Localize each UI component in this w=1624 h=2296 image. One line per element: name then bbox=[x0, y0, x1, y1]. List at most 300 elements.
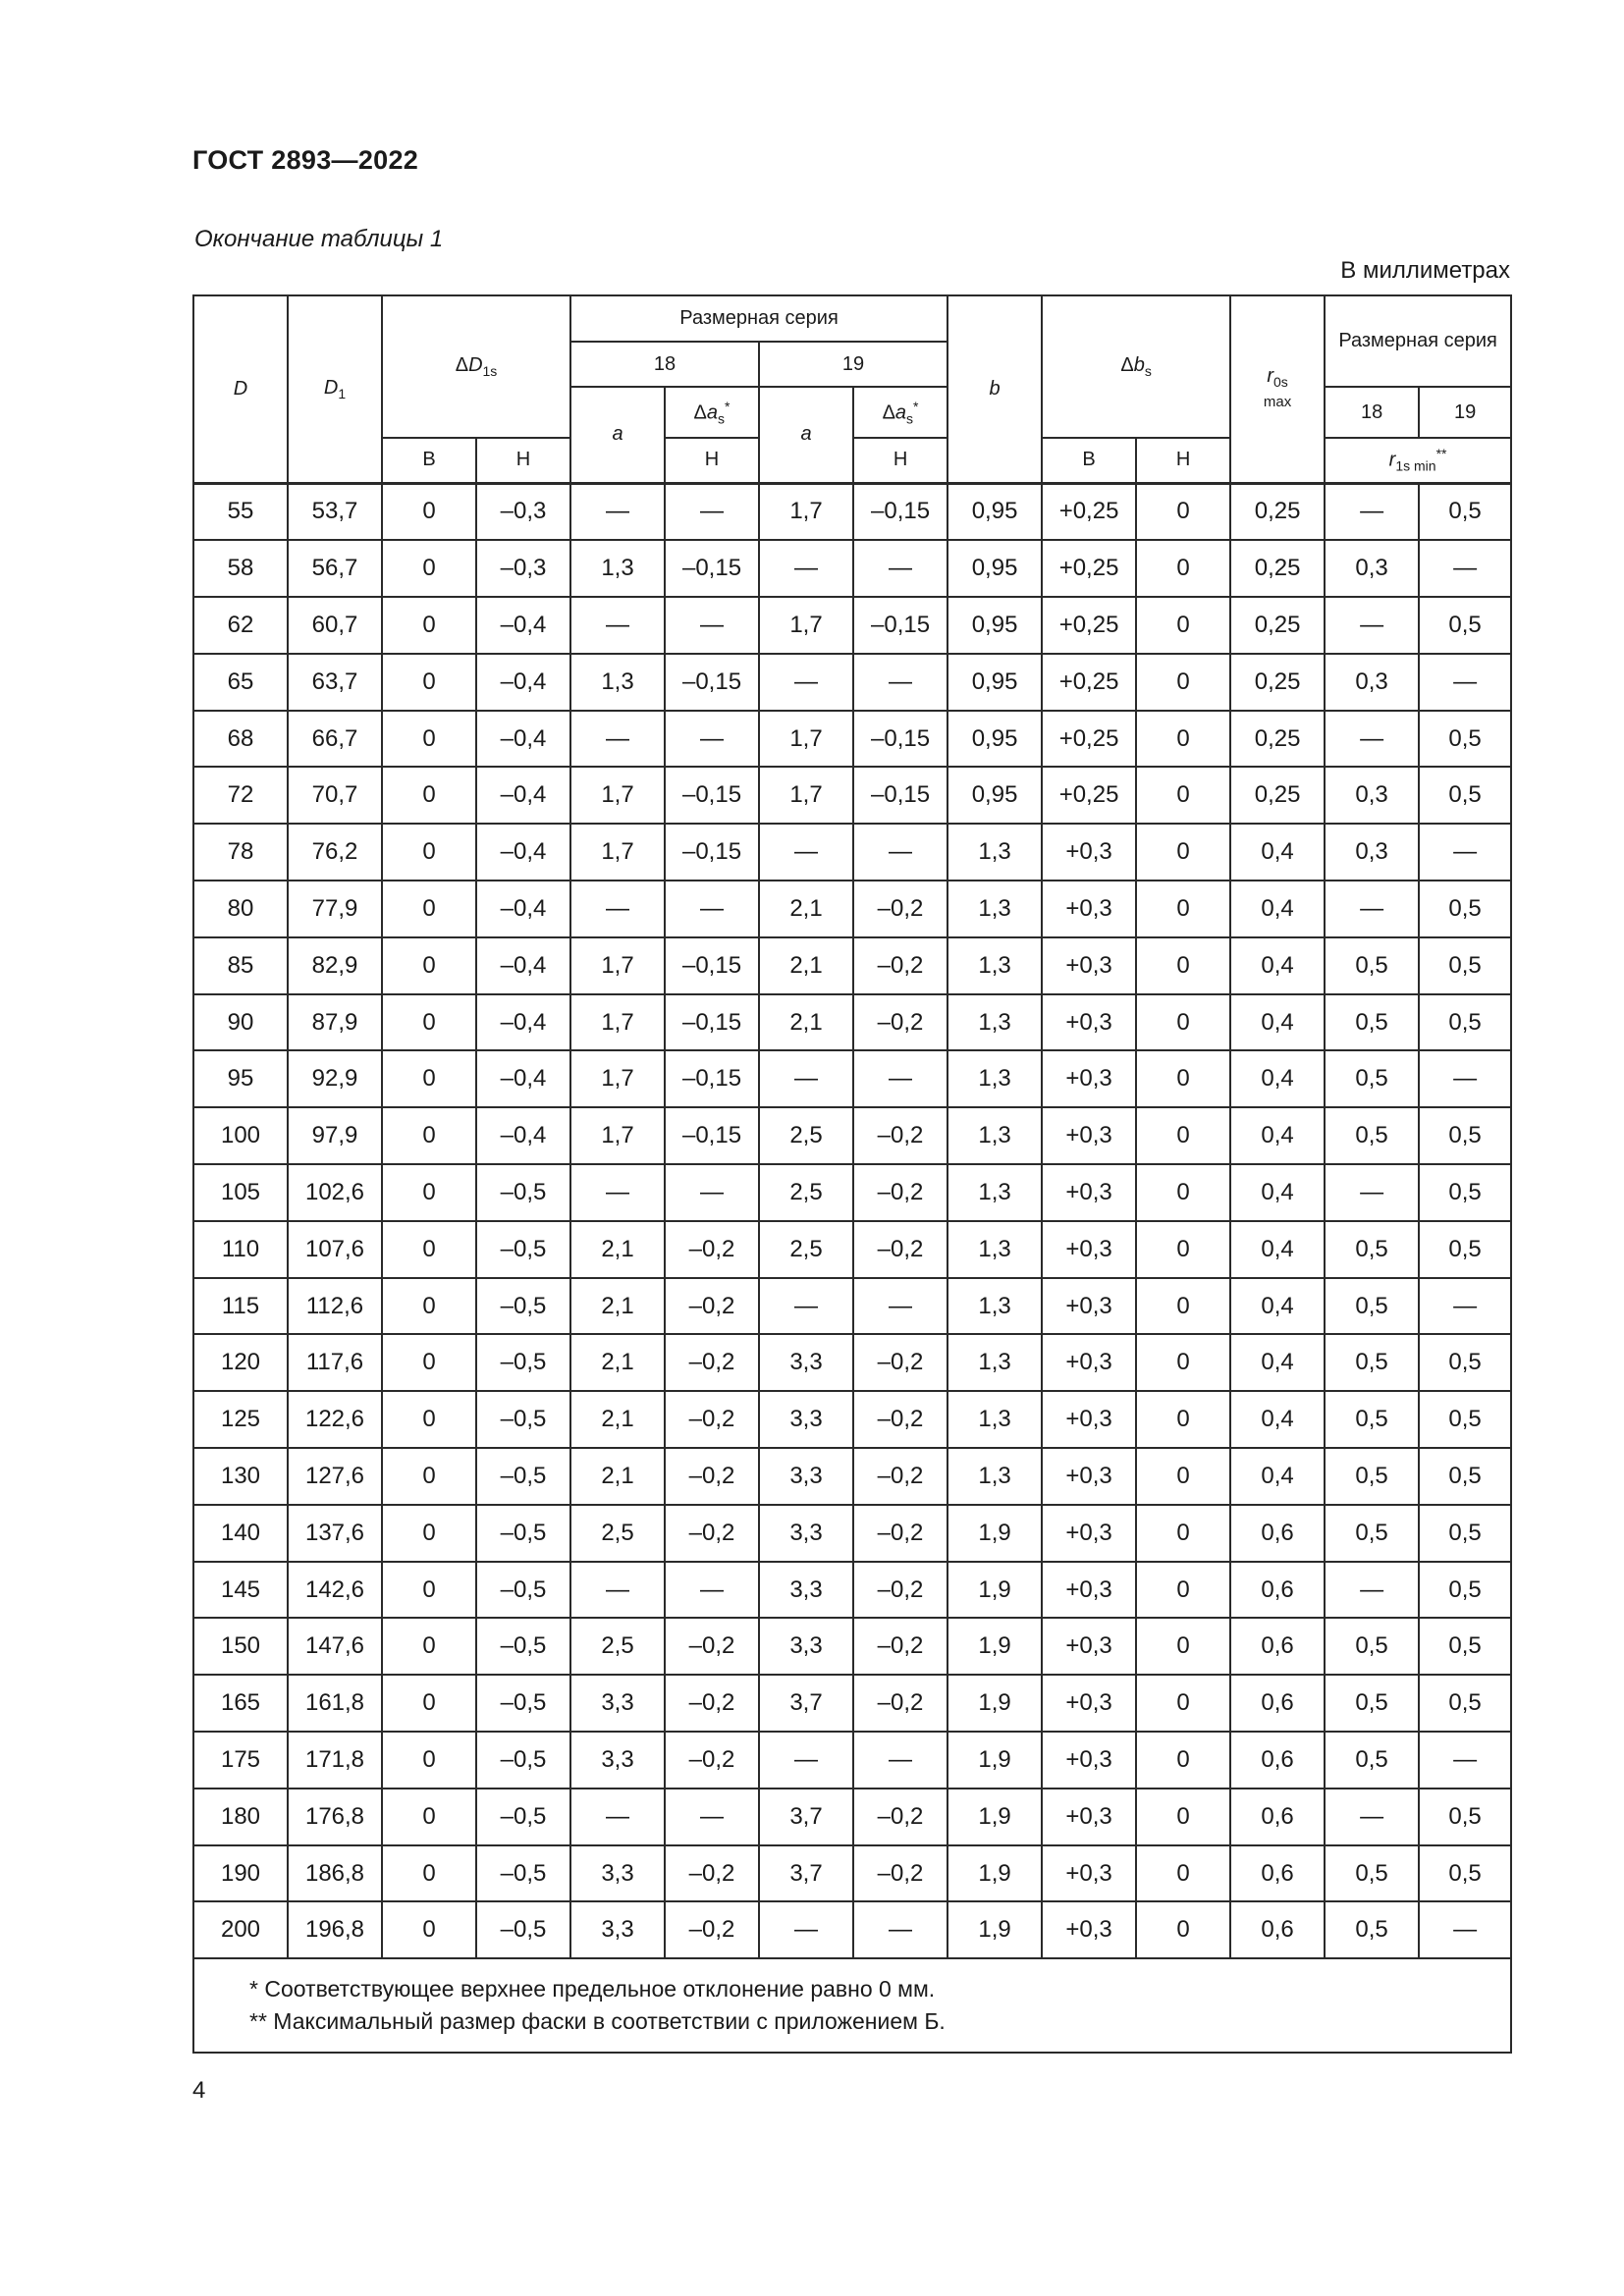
table-cell: 1,3 bbox=[947, 1448, 1042, 1505]
header-r0s-max: $r_{0s}$ max bbox=[1230, 295, 1325, 483]
table-cell: 0 bbox=[1136, 1221, 1230, 1278]
table-cell: –0,15 bbox=[853, 711, 947, 768]
table-cell: 196,8 bbox=[288, 1901, 382, 1958]
table-cell: –0,2 bbox=[853, 1334, 947, 1391]
table-cell: 1,7 bbox=[570, 824, 665, 881]
table-cell: 0,5 bbox=[1419, 1221, 1511, 1278]
table-cell: –0,4 bbox=[476, 654, 570, 711]
table-cell: 0,5 bbox=[1325, 1221, 1419, 1278]
table-cell: 0 bbox=[1136, 1901, 1230, 1958]
table-row bbox=[193, 1618, 1511, 1675]
table-cell: 0 bbox=[1136, 1278, 1230, 1335]
table-cell: — bbox=[1419, 1732, 1511, 1789]
table-cell: 0 bbox=[1136, 1448, 1230, 1505]
table-cell: 0 bbox=[1136, 1845, 1230, 1902]
table-cell: 1,9 bbox=[947, 1732, 1042, 1789]
table-cell: –0,2 bbox=[665, 1278, 759, 1335]
table-cell: 0,6 bbox=[1230, 1732, 1325, 1789]
table-cell: 2,1 bbox=[570, 1391, 665, 1448]
table-cell: 1,3 bbox=[947, 994, 1042, 1051]
table-cell: 0 bbox=[1136, 483, 1230, 540]
table-cell: +0,3 bbox=[1042, 994, 1136, 1051]
header-series-18: 18 bbox=[570, 342, 759, 387]
table-cell: 0,5 bbox=[1419, 937, 1511, 994]
table-cell: — bbox=[1419, 654, 1511, 711]
table-cell: 0,6 bbox=[1230, 1845, 1325, 1902]
table-cell: 1,3 bbox=[947, 824, 1042, 881]
table-cell: 0 bbox=[1136, 881, 1230, 937]
table-cell: 2,1 bbox=[570, 1278, 665, 1335]
table-row bbox=[193, 597, 1511, 654]
table-cell: 0 bbox=[1136, 1391, 1230, 1448]
page-number: 4 bbox=[192, 2077, 206, 2104]
table-cell: — bbox=[853, 654, 947, 711]
table-cell: 0,6 bbox=[1230, 1505, 1325, 1562]
table-cell: –0,2 bbox=[665, 1845, 759, 1902]
table-cell: –0,5 bbox=[476, 1334, 570, 1391]
table-cell: — bbox=[1325, 711, 1419, 768]
table-cell: 62 bbox=[193, 597, 288, 654]
table-body bbox=[193, 483, 1511, 1958]
table-cell: 1,7 bbox=[570, 767, 665, 824]
header-a-18: a bbox=[570, 387, 665, 483]
table-cell: +0,25 bbox=[1042, 711, 1136, 768]
table-cell: –0,15 bbox=[665, 824, 759, 881]
table-cell: 175 bbox=[193, 1732, 288, 1789]
table-cell: 0,95 bbox=[947, 597, 1042, 654]
table-cell: 0 bbox=[382, 711, 476, 768]
table-row bbox=[193, 540, 1511, 597]
table-cell: — bbox=[570, 711, 665, 768]
header-d1: $D_1$ bbox=[288, 295, 382, 483]
table-cell: 2,5 bbox=[759, 1164, 853, 1221]
table-cell: 3,3 bbox=[759, 1334, 853, 1391]
header-d: D bbox=[193, 295, 288, 483]
table-cell: — bbox=[759, 654, 853, 711]
table-cell: 3,3 bbox=[759, 1505, 853, 1562]
table-cell: 0,6 bbox=[1230, 1789, 1325, 1845]
table-cell: 0,5 bbox=[1325, 1901, 1419, 1958]
table-cell: 3,3 bbox=[759, 1391, 853, 1448]
table-cell: 2,1 bbox=[570, 1221, 665, 1278]
table-cell: — bbox=[1419, 1050, 1511, 1107]
table-row bbox=[193, 937, 1511, 994]
table-cell: +0,3 bbox=[1042, 1278, 1136, 1335]
table-cell: 0,5 bbox=[1419, 1789, 1511, 1845]
header-delta-d1s: $\Delta D_{1s}$ bbox=[382, 295, 570, 438]
table-cell: 0,4 bbox=[1230, 1391, 1325, 1448]
table-cell: +0,3 bbox=[1042, 1050, 1136, 1107]
table-cell: 0 bbox=[1136, 1732, 1230, 1789]
table-cell: 0,25 bbox=[1230, 483, 1325, 540]
table-row bbox=[193, 483, 1511, 540]
table-row bbox=[193, 711, 1511, 768]
table-cell: 77,9 bbox=[288, 881, 382, 937]
table-cell: 1,3 bbox=[947, 1334, 1042, 1391]
table-cell: +0,3 bbox=[1042, 937, 1136, 994]
table-cell: — bbox=[853, 1278, 947, 1335]
table-row bbox=[193, 1221, 1511, 1278]
header-size-series: Размерная серия bbox=[570, 295, 947, 342]
table-cell: 1,7 bbox=[570, 937, 665, 994]
table-cell: 0 bbox=[382, 1505, 476, 1562]
table-cell: –0,2 bbox=[665, 1334, 759, 1391]
table-cell: — bbox=[853, 1732, 947, 1789]
table-cell: 0,6 bbox=[1230, 1675, 1325, 1732]
table-cell: +0,3 bbox=[1042, 1505, 1136, 1562]
table-cell: 55 bbox=[193, 483, 288, 540]
table-cell: –0,2 bbox=[853, 1164, 947, 1221]
table-row bbox=[193, 1050, 1511, 1107]
document-code: ГОСТ 2893—2022 bbox=[192, 145, 419, 175]
table-cell: –0,15 bbox=[665, 994, 759, 1051]
table-cell: 1,7 bbox=[759, 767, 853, 824]
table-cell: –0,2 bbox=[853, 1618, 947, 1675]
table-cell: –0,2 bbox=[665, 1675, 759, 1732]
header-bs-lower: Н bbox=[1136, 438, 1230, 483]
table-cell: 120 bbox=[193, 1334, 288, 1391]
table-row bbox=[193, 1505, 1511, 1562]
table-cell: 186,8 bbox=[288, 1845, 382, 1902]
table-cell: 0 bbox=[1136, 1618, 1230, 1675]
table-cell: 3,3 bbox=[759, 1562, 853, 1619]
table-cell: –0,4 bbox=[476, 994, 570, 1051]
table-cell: –0,2 bbox=[665, 1901, 759, 1958]
table-container bbox=[192, 294, 1510, 2054]
table-cell: 0 bbox=[1136, 767, 1230, 824]
table-cell: –0,2 bbox=[665, 1618, 759, 1675]
table-cell: 0 bbox=[382, 824, 476, 881]
table-cell: –0,3 bbox=[476, 540, 570, 597]
table-cell: +0,3 bbox=[1042, 1221, 1136, 1278]
table-row bbox=[193, 1562, 1511, 1619]
table-cell: 1,9 bbox=[947, 1789, 1042, 1845]
table-cell: 0,4 bbox=[1230, 1107, 1325, 1164]
table-cell: 0,95 bbox=[947, 711, 1042, 768]
table-cell: 1,3 bbox=[947, 1278, 1042, 1335]
note-1: * Соответствующее верхнее предельное отклонение равно 0 мм. bbox=[249, 1976, 936, 2002]
table-cell: — bbox=[1325, 1164, 1419, 1221]
header-delta-as-18: $\Delta a_s^*$ bbox=[665, 387, 759, 438]
table-cell: 0,5 bbox=[1325, 1618, 1419, 1675]
table-cell: 1,3 bbox=[570, 540, 665, 597]
table-cell: 0,5 bbox=[1419, 767, 1511, 824]
table-cell: +0,3 bbox=[1042, 1789, 1136, 1845]
table-cell: –0,5 bbox=[476, 1505, 570, 1562]
table-cell: 0,5 bbox=[1419, 1334, 1511, 1391]
table-cell: 0,25 bbox=[1230, 767, 1325, 824]
table-cell: –0,5 bbox=[476, 1562, 570, 1619]
table-cell: 0 bbox=[1136, 1675, 1230, 1732]
table-cell: –0,5 bbox=[476, 1732, 570, 1789]
table-cell: — bbox=[570, 881, 665, 937]
table-cell: –0,15 bbox=[853, 767, 947, 824]
table-row bbox=[193, 1732, 1511, 1789]
table-cell: 1,7 bbox=[759, 483, 853, 540]
table-cell: 0,4 bbox=[1230, 1050, 1325, 1107]
table-row bbox=[193, 1107, 1511, 1164]
header-series-19: 19 bbox=[759, 342, 947, 387]
table-cell: 0,95 bbox=[947, 483, 1042, 540]
table-cell: 53,7 bbox=[288, 483, 382, 540]
table-cell: –0,5 bbox=[476, 1164, 570, 1221]
table-cell: — bbox=[1325, 1789, 1419, 1845]
table-cell: 78 bbox=[193, 824, 288, 881]
table-cell: — bbox=[665, 1789, 759, 1845]
table-cell: 0,6 bbox=[1230, 1618, 1325, 1675]
table-cell: 1,7 bbox=[759, 597, 853, 654]
header-delta-bs: $\Delta b_s$ bbox=[1042, 295, 1230, 438]
table-cell: — bbox=[853, 1050, 947, 1107]
table-cell: — bbox=[1419, 824, 1511, 881]
table-cell: +0,3 bbox=[1042, 1732, 1136, 1789]
table-cell: –0,2 bbox=[853, 1391, 947, 1448]
table-cell: –0,5 bbox=[476, 1789, 570, 1845]
table-cell: — bbox=[1325, 1562, 1419, 1619]
table-cell: 176,8 bbox=[288, 1789, 382, 1845]
table-cell: 0,5 bbox=[1419, 1107, 1511, 1164]
table-cell: — bbox=[853, 1901, 947, 1958]
table-cell: — bbox=[570, 1789, 665, 1845]
table-cell: 105 bbox=[193, 1164, 288, 1221]
table-cell: 0 bbox=[1136, 1789, 1230, 1845]
table-cell: 1,3 bbox=[947, 881, 1042, 937]
table-cell: 0,25 bbox=[1230, 597, 1325, 654]
table-cell: –0,5 bbox=[476, 1278, 570, 1335]
header-b: b bbox=[947, 295, 1042, 483]
table-cell: 65 bbox=[193, 654, 288, 711]
table-cell: 0 bbox=[1136, 1505, 1230, 1562]
table-cell: 2,1 bbox=[570, 1334, 665, 1391]
table-cell: — bbox=[665, 881, 759, 937]
table-cell: 0,5 bbox=[1325, 937, 1419, 994]
table-cell: 82,9 bbox=[288, 937, 382, 994]
table-cell: 3,3 bbox=[759, 1618, 853, 1675]
table-cell: +0,25 bbox=[1042, 483, 1136, 540]
table-cell: 0 bbox=[382, 1675, 476, 1732]
table-cell: –0,2 bbox=[853, 1107, 947, 1164]
table-cell: — bbox=[1419, 1901, 1511, 1958]
table-cell: –0,4 bbox=[476, 767, 570, 824]
table-cell: 92,9 bbox=[288, 1050, 382, 1107]
header-r-series-18: 18 bbox=[1325, 387, 1419, 438]
table-cell: — bbox=[1325, 881, 1419, 937]
header-r1s-min: $r_{1s min}^{**}$ bbox=[1325, 438, 1511, 483]
table-cell: 0,5 bbox=[1325, 1050, 1419, 1107]
table-cell: 0 bbox=[382, 1164, 476, 1221]
table-cell: 0 bbox=[1136, 1334, 1230, 1391]
table-cell: 58 bbox=[193, 540, 288, 597]
table-cell: –0,4 bbox=[476, 597, 570, 654]
table-cell: 1,3 bbox=[947, 937, 1042, 994]
table-cell: 0,4 bbox=[1230, 881, 1325, 937]
table-cell: –0,15 bbox=[853, 483, 947, 540]
table-cell: 76,2 bbox=[288, 824, 382, 881]
table-cell: 0 bbox=[1136, 654, 1230, 711]
table-cell: –0,15 bbox=[665, 1050, 759, 1107]
table-cell: 0 bbox=[1136, 597, 1230, 654]
table-cell: –0,5 bbox=[476, 1221, 570, 1278]
table-cell: 0 bbox=[382, 767, 476, 824]
table-row bbox=[193, 1164, 1511, 1221]
header-delta-as-19: $\Delta a_s^*$ bbox=[853, 387, 947, 438]
table-cell: 0,25 bbox=[1230, 711, 1325, 768]
table-cell: 117,6 bbox=[288, 1334, 382, 1391]
table-header bbox=[193, 295, 1511, 483]
table-cell: 0 bbox=[1136, 994, 1230, 1051]
table-cell: 2,1 bbox=[759, 994, 853, 1051]
table-notes bbox=[193, 1958, 1511, 2053]
table-cell: 0,5 bbox=[1419, 1562, 1511, 1619]
table-cell: 100 bbox=[193, 1107, 288, 1164]
table-cell: –0,2 bbox=[665, 1505, 759, 1562]
table-cell: 1,3 bbox=[947, 1050, 1042, 1107]
table-cell: — bbox=[1419, 1278, 1511, 1335]
table-cell: –0,15 bbox=[853, 597, 947, 654]
table-cell: –0,2 bbox=[853, 881, 947, 937]
table-cell: — bbox=[1325, 483, 1419, 540]
table-cell: — bbox=[570, 483, 665, 540]
table-cell: 0 bbox=[382, 540, 476, 597]
table-cell: 110 bbox=[193, 1221, 288, 1278]
table-cell: 142,6 bbox=[288, 1562, 382, 1619]
table-cell: — bbox=[759, 540, 853, 597]
table-cell: 0,5 bbox=[1325, 1732, 1419, 1789]
table-cell: 85 bbox=[193, 937, 288, 994]
table-cell: +0,25 bbox=[1042, 540, 1136, 597]
table-cell: 0,4 bbox=[1230, 1334, 1325, 1391]
table-cell: 0 bbox=[382, 994, 476, 1051]
table-cell: 137,6 bbox=[288, 1505, 382, 1562]
table-cell: 171,8 bbox=[288, 1732, 382, 1789]
table-cell: — bbox=[759, 824, 853, 881]
table-cell: 1,3 bbox=[947, 1221, 1042, 1278]
table-cell: 1,3 bbox=[947, 1164, 1042, 1221]
table-cell: 0,5 bbox=[1325, 994, 1419, 1051]
table-cell: 1,9 bbox=[947, 1901, 1042, 1958]
table-cell: 0,3 bbox=[1325, 767, 1419, 824]
table-cell: 0 bbox=[382, 881, 476, 937]
table-row bbox=[193, 824, 1511, 881]
table-cell: 0 bbox=[1136, 540, 1230, 597]
table-cell: –0,15 bbox=[665, 937, 759, 994]
table-cell: — bbox=[570, 597, 665, 654]
table-cell: –0,2 bbox=[665, 1732, 759, 1789]
table-cell: –0,5 bbox=[476, 1391, 570, 1448]
table-cell: 190 bbox=[193, 1845, 288, 1902]
table-cell: 3,3 bbox=[759, 1448, 853, 1505]
table-cell: — bbox=[665, 1562, 759, 1619]
table-cell: 0,5 bbox=[1419, 881, 1511, 937]
table-row bbox=[193, 1391, 1511, 1448]
table-cell: 0,5 bbox=[1325, 1505, 1419, 1562]
table-cell: 0,5 bbox=[1419, 483, 1511, 540]
table-cell: –0,4 bbox=[476, 937, 570, 994]
table-cell: 2,5 bbox=[759, 1221, 853, 1278]
table-cell: 0 bbox=[1136, 1050, 1230, 1107]
table-cell: –0,5 bbox=[476, 1618, 570, 1675]
table-cell: +0,3 bbox=[1042, 881, 1136, 937]
table-cell: 0,5 bbox=[1419, 1448, 1511, 1505]
table-cell: –0,2 bbox=[853, 1789, 947, 1845]
table-cell: 56,7 bbox=[288, 540, 382, 597]
table-cell: 0,3 bbox=[1325, 654, 1419, 711]
table-cell: 0 bbox=[1136, 711, 1230, 768]
table-cell: 0,5 bbox=[1419, 711, 1511, 768]
table-cell: +0,3 bbox=[1042, 1164, 1136, 1221]
table-cell: 0 bbox=[382, 1391, 476, 1448]
table-cell: 90 bbox=[193, 994, 288, 1051]
table-cell: 0,25 bbox=[1230, 654, 1325, 711]
table-cell: 0 bbox=[382, 654, 476, 711]
table-cell: –0,4 bbox=[476, 1050, 570, 1107]
table-cell: 0,95 bbox=[947, 654, 1042, 711]
table-cell: 1,7 bbox=[570, 994, 665, 1051]
table-row bbox=[193, 1448, 1511, 1505]
table-cell: 87,9 bbox=[288, 994, 382, 1051]
table-cell: 161,8 bbox=[288, 1675, 382, 1732]
table-cell: 1,9 bbox=[947, 1618, 1042, 1675]
table-cell: 130 bbox=[193, 1448, 288, 1505]
table-cell: –0,4 bbox=[476, 881, 570, 937]
table-cell: 0 bbox=[1136, 1164, 1230, 1221]
table-cell: 0 bbox=[382, 597, 476, 654]
table-cell: 0,4 bbox=[1230, 824, 1325, 881]
table-cell: 0 bbox=[382, 1732, 476, 1789]
table-cell: 0,5 bbox=[1325, 1448, 1419, 1505]
table-row bbox=[193, 1845, 1511, 1902]
table-cell: 0 bbox=[382, 1221, 476, 1278]
table-cell: 115 bbox=[193, 1278, 288, 1335]
table-cell: — bbox=[853, 540, 947, 597]
table-cell: 0,4 bbox=[1230, 994, 1325, 1051]
table-cell: 0 bbox=[382, 1618, 476, 1675]
table-cell: 0,5 bbox=[1325, 1675, 1419, 1732]
table-cell: 0,3 bbox=[1325, 824, 1419, 881]
dimensions-table bbox=[192, 294, 1512, 2054]
table-cell: 0,95 bbox=[947, 540, 1042, 597]
table-cell: 0,5 bbox=[1325, 1391, 1419, 1448]
table-cell: 147,6 bbox=[288, 1618, 382, 1675]
table-cell: 0,5 bbox=[1419, 1391, 1511, 1448]
table-cell: 107,6 bbox=[288, 1221, 382, 1278]
table-cell: 1,9 bbox=[947, 1505, 1042, 1562]
table-cell: 3,3 bbox=[570, 1675, 665, 1732]
table-cell: 0,6 bbox=[1230, 1901, 1325, 1958]
table-cell: 95 bbox=[193, 1050, 288, 1107]
table-cell: +0,25 bbox=[1042, 767, 1136, 824]
table-cell: 0 bbox=[382, 1334, 476, 1391]
table-cell: 0,5 bbox=[1325, 1845, 1419, 1902]
table-cell: 0 bbox=[382, 1448, 476, 1505]
table-cell: 60,7 bbox=[288, 597, 382, 654]
table-cell: — bbox=[665, 711, 759, 768]
table-cell: –0,15 bbox=[665, 767, 759, 824]
table-cell: 0,4 bbox=[1230, 1278, 1325, 1335]
table-cell: 0,5 bbox=[1419, 1164, 1511, 1221]
table-cell: 2,1 bbox=[759, 937, 853, 994]
table-cell: 0 bbox=[382, 483, 476, 540]
table-cell: 145 bbox=[193, 1562, 288, 1619]
table-cell: 0 bbox=[382, 1107, 476, 1164]
table-cell: 140 bbox=[193, 1505, 288, 1562]
table-cell: +0,3 bbox=[1042, 1675, 1136, 1732]
table-cell: –0,2 bbox=[853, 1448, 947, 1505]
table-cell: 1,9 bbox=[947, 1845, 1042, 1902]
table-row bbox=[193, 1901, 1511, 1958]
table-cell: 0 bbox=[382, 1278, 476, 1335]
table-cell: 0,5 bbox=[1419, 1845, 1511, 1902]
